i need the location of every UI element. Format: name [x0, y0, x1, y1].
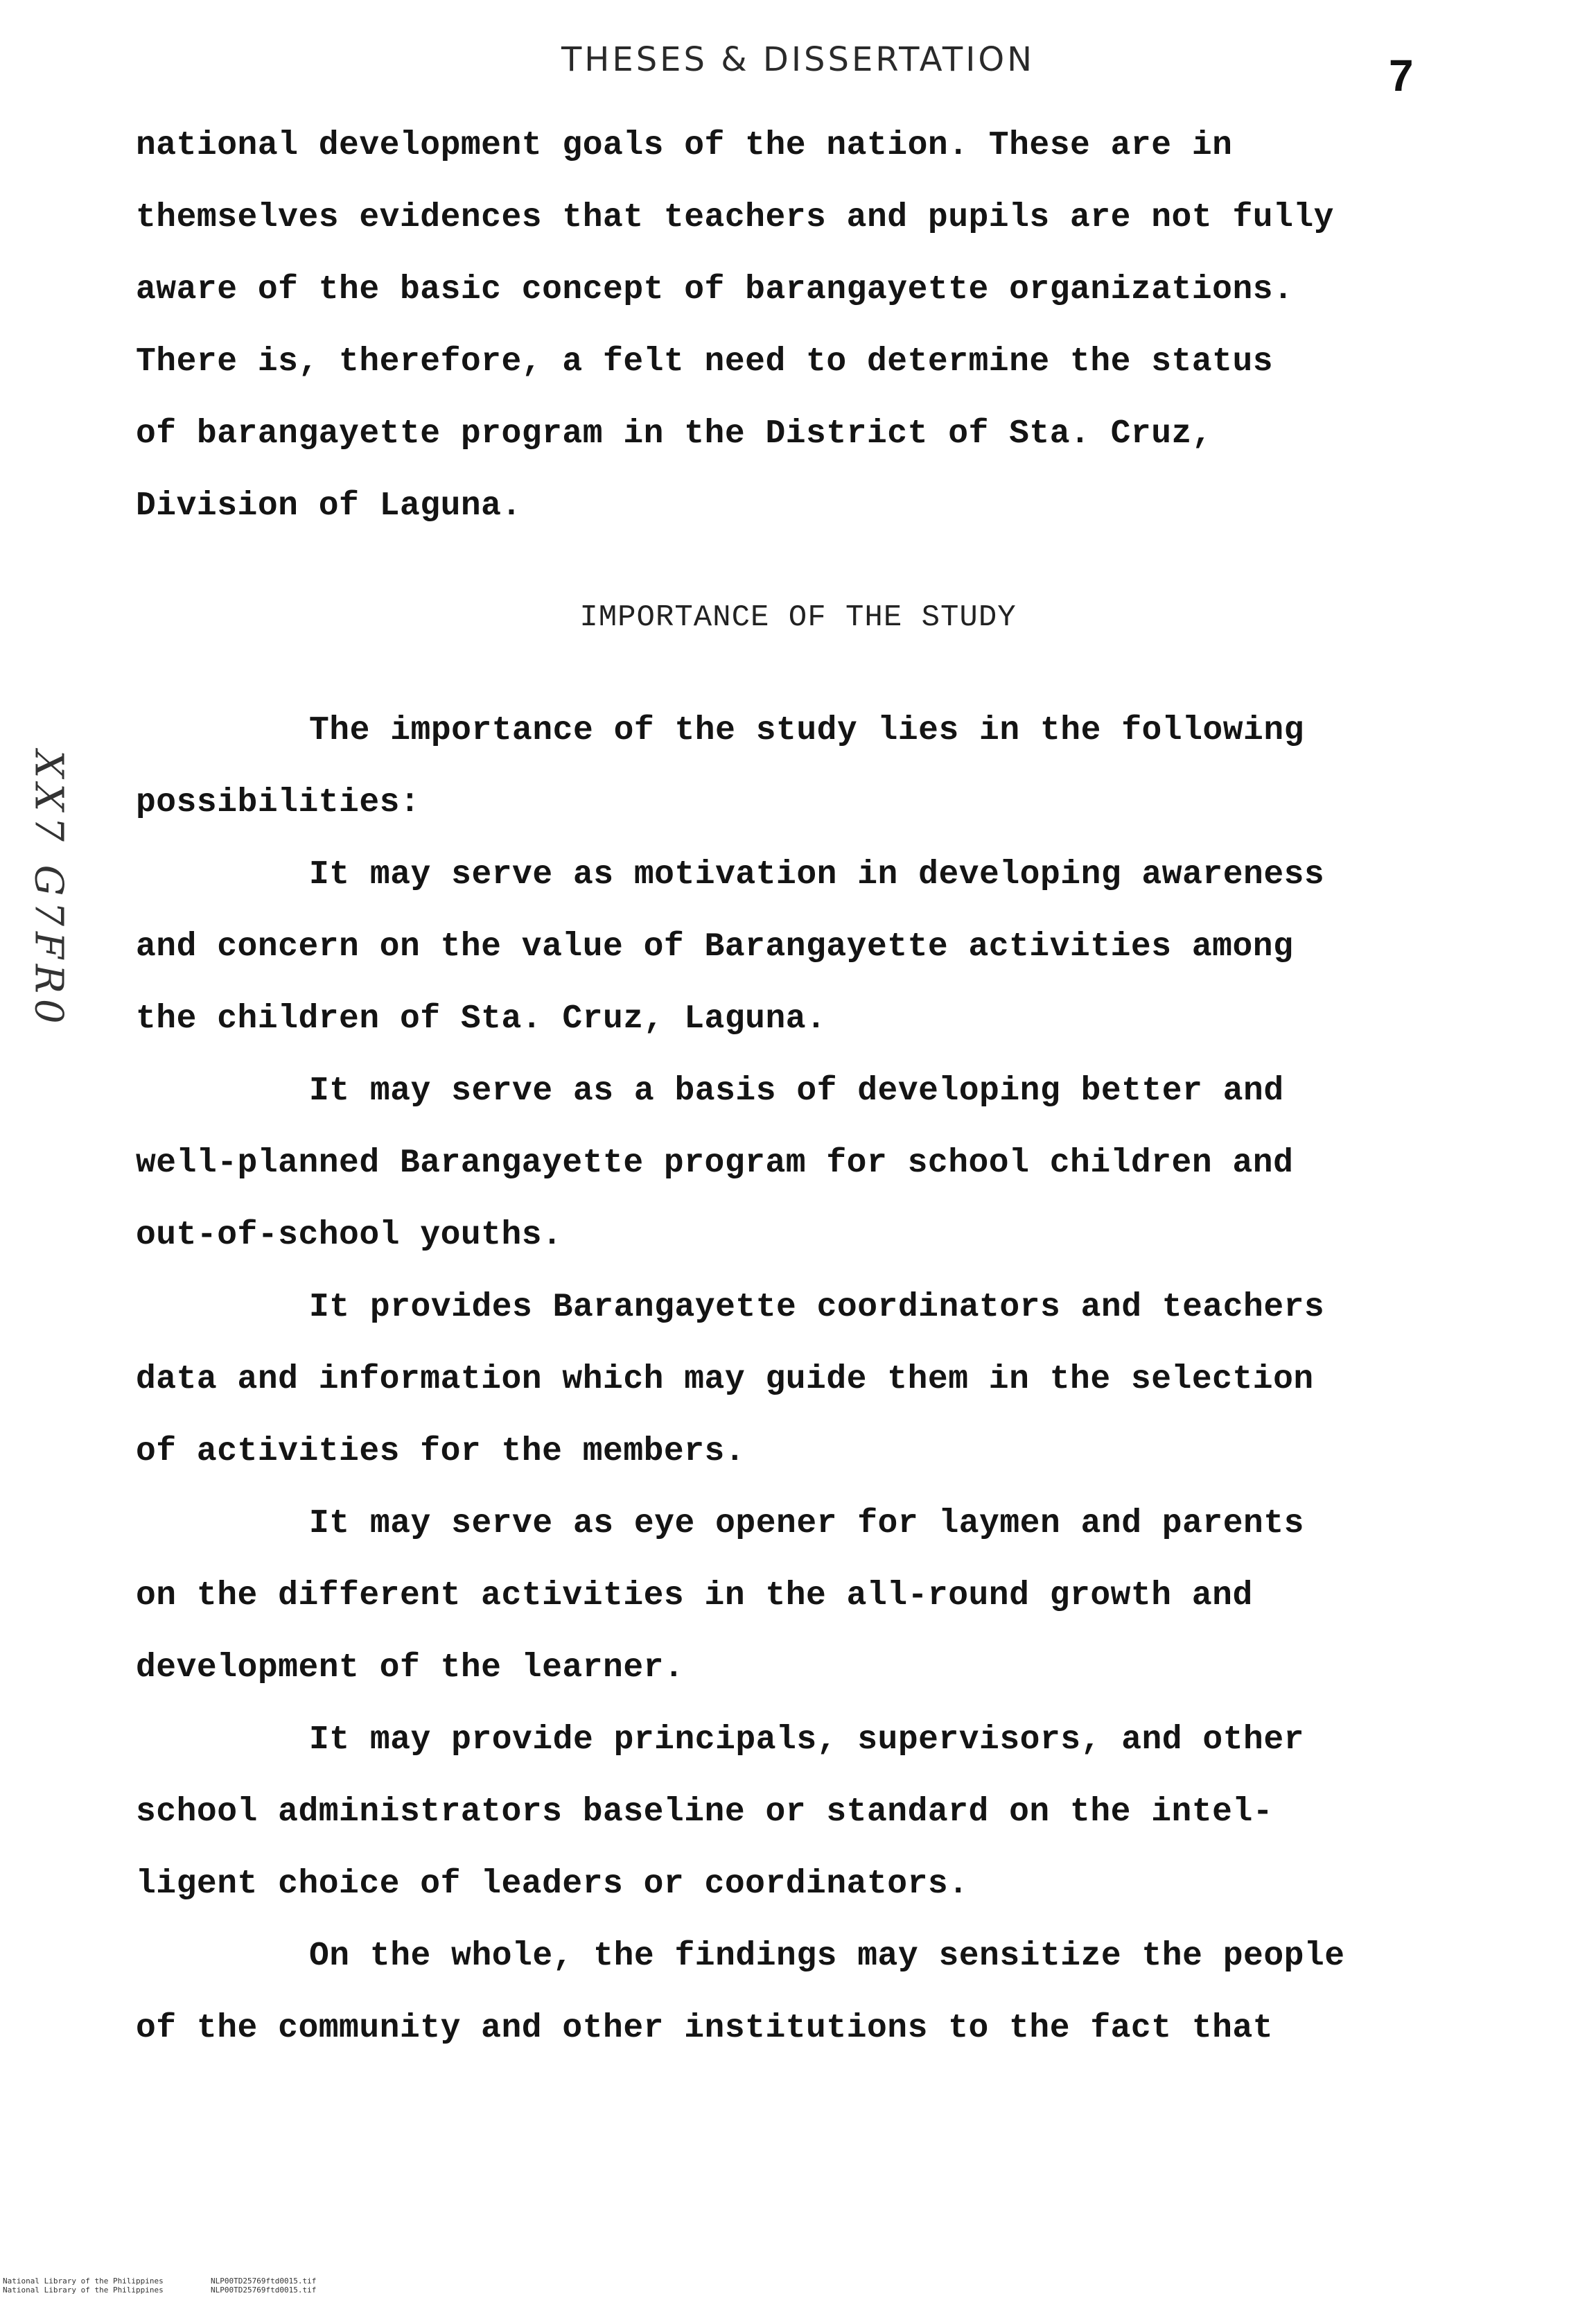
footer-file-name: NLP00TD25769ftd0015.tif: [211, 2286, 317, 2295]
text-line: development of the learner.: [136, 1649, 685, 1687]
text-line: Division of Laguna.: [136, 487, 522, 525]
text-line: the children of Sta. Cruz, Laguna.: [136, 1000, 827, 1038]
text-line: well-planned Barangayette program for school children and: [136, 1144, 1294, 1182]
footer-line: [3, 2286, 419, 2295]
intro-paragraph: [136, 110, 1439, 542]
text-line: of activities for the members.: [136, 1433, 746, 1470]
footer-file-name: NLP00TD25769ftd0015.tif: [211, 2277, 317, 2286]
theses-dissertation-stamp: THESES & DISSERTATION: [561, 40, 1035, 79]
text-line: There is, therefore, a felt need to determine the status: [136, 343, 1274, 381]
importance-body: [136, 695, 1439, 2064]
text-line: It may serve as motivation in developing awareness: [309, 856, 1325, 894]
text-line: The importance of the study lies in the following: [309, 712, 1304, 749]
text-line: out-of-school youths.: [136, 1217, 563, 1254]
text-line: It may provide principals, supervisors, and other: [309, 1721, 1304, 1759]
text-line: of the community and other institutions to the fact that: [136, 2010, 1274, 2047]
text-line: aware of the basic concept of barangayette organizations.: [136, 271, 1294, 308]
text-line: ligent choice of leaders or coordinators.: [136, 1865, 969, 1903]
text-line: It provides Barangayette coordinators and teachers: [309, 1289, 1325, 1326]
section-heading: IMPORTANCE OF THE STUDY: [579, 600, 1017, 635]
text-line: on the different activities in the all-round growth and: [136, 1577, 1253, 1614]
text-line: data and information which may guide them in the selection: [136, 1361, 1314, 1398]
handwritten-margin-note: XX7 G7FR0: [26, 750, 71, 1029]
text-line: themselves evidences that teachers and pupils are not fully: [136, 199, 1334, 236]
text-line: of barangayette program in the District of Sta. Cruz,: [136, 415, 1213, 453]
text-line: national development goals of the nation. These are in: [136, 127, 1233, 164]
text-line: school administrators baseline or standard on the intel-: [136, 1793, 1274, 1831]
text-line: It may serve as eye opener for laymen and parents: [309, 1505, 1304, 1542]
page-number: 7: [1389, 51, 1414, 101]
footer-line: [3, 2277, 419, 2286]
text-line: It may serve as a basis of developing better and: [309, 1072, 1284, 1110]
archive-footer: [3, 2277, 419, 2295]
footer-library-name: National Library of the Philippines: [3, 2277, 164, 2286]
footer-library-name: National Library of the Philippines: [3, 2286, 164, 2295]
text-line: On the whole, the findings may sensitize the people: [309, 1938, 1345, 1975]
text-line: and concern on the value of Barangayette activities among: [136, 928, 1294, 966]
text-line: possibilities:: [136, 784, 421, 821]
